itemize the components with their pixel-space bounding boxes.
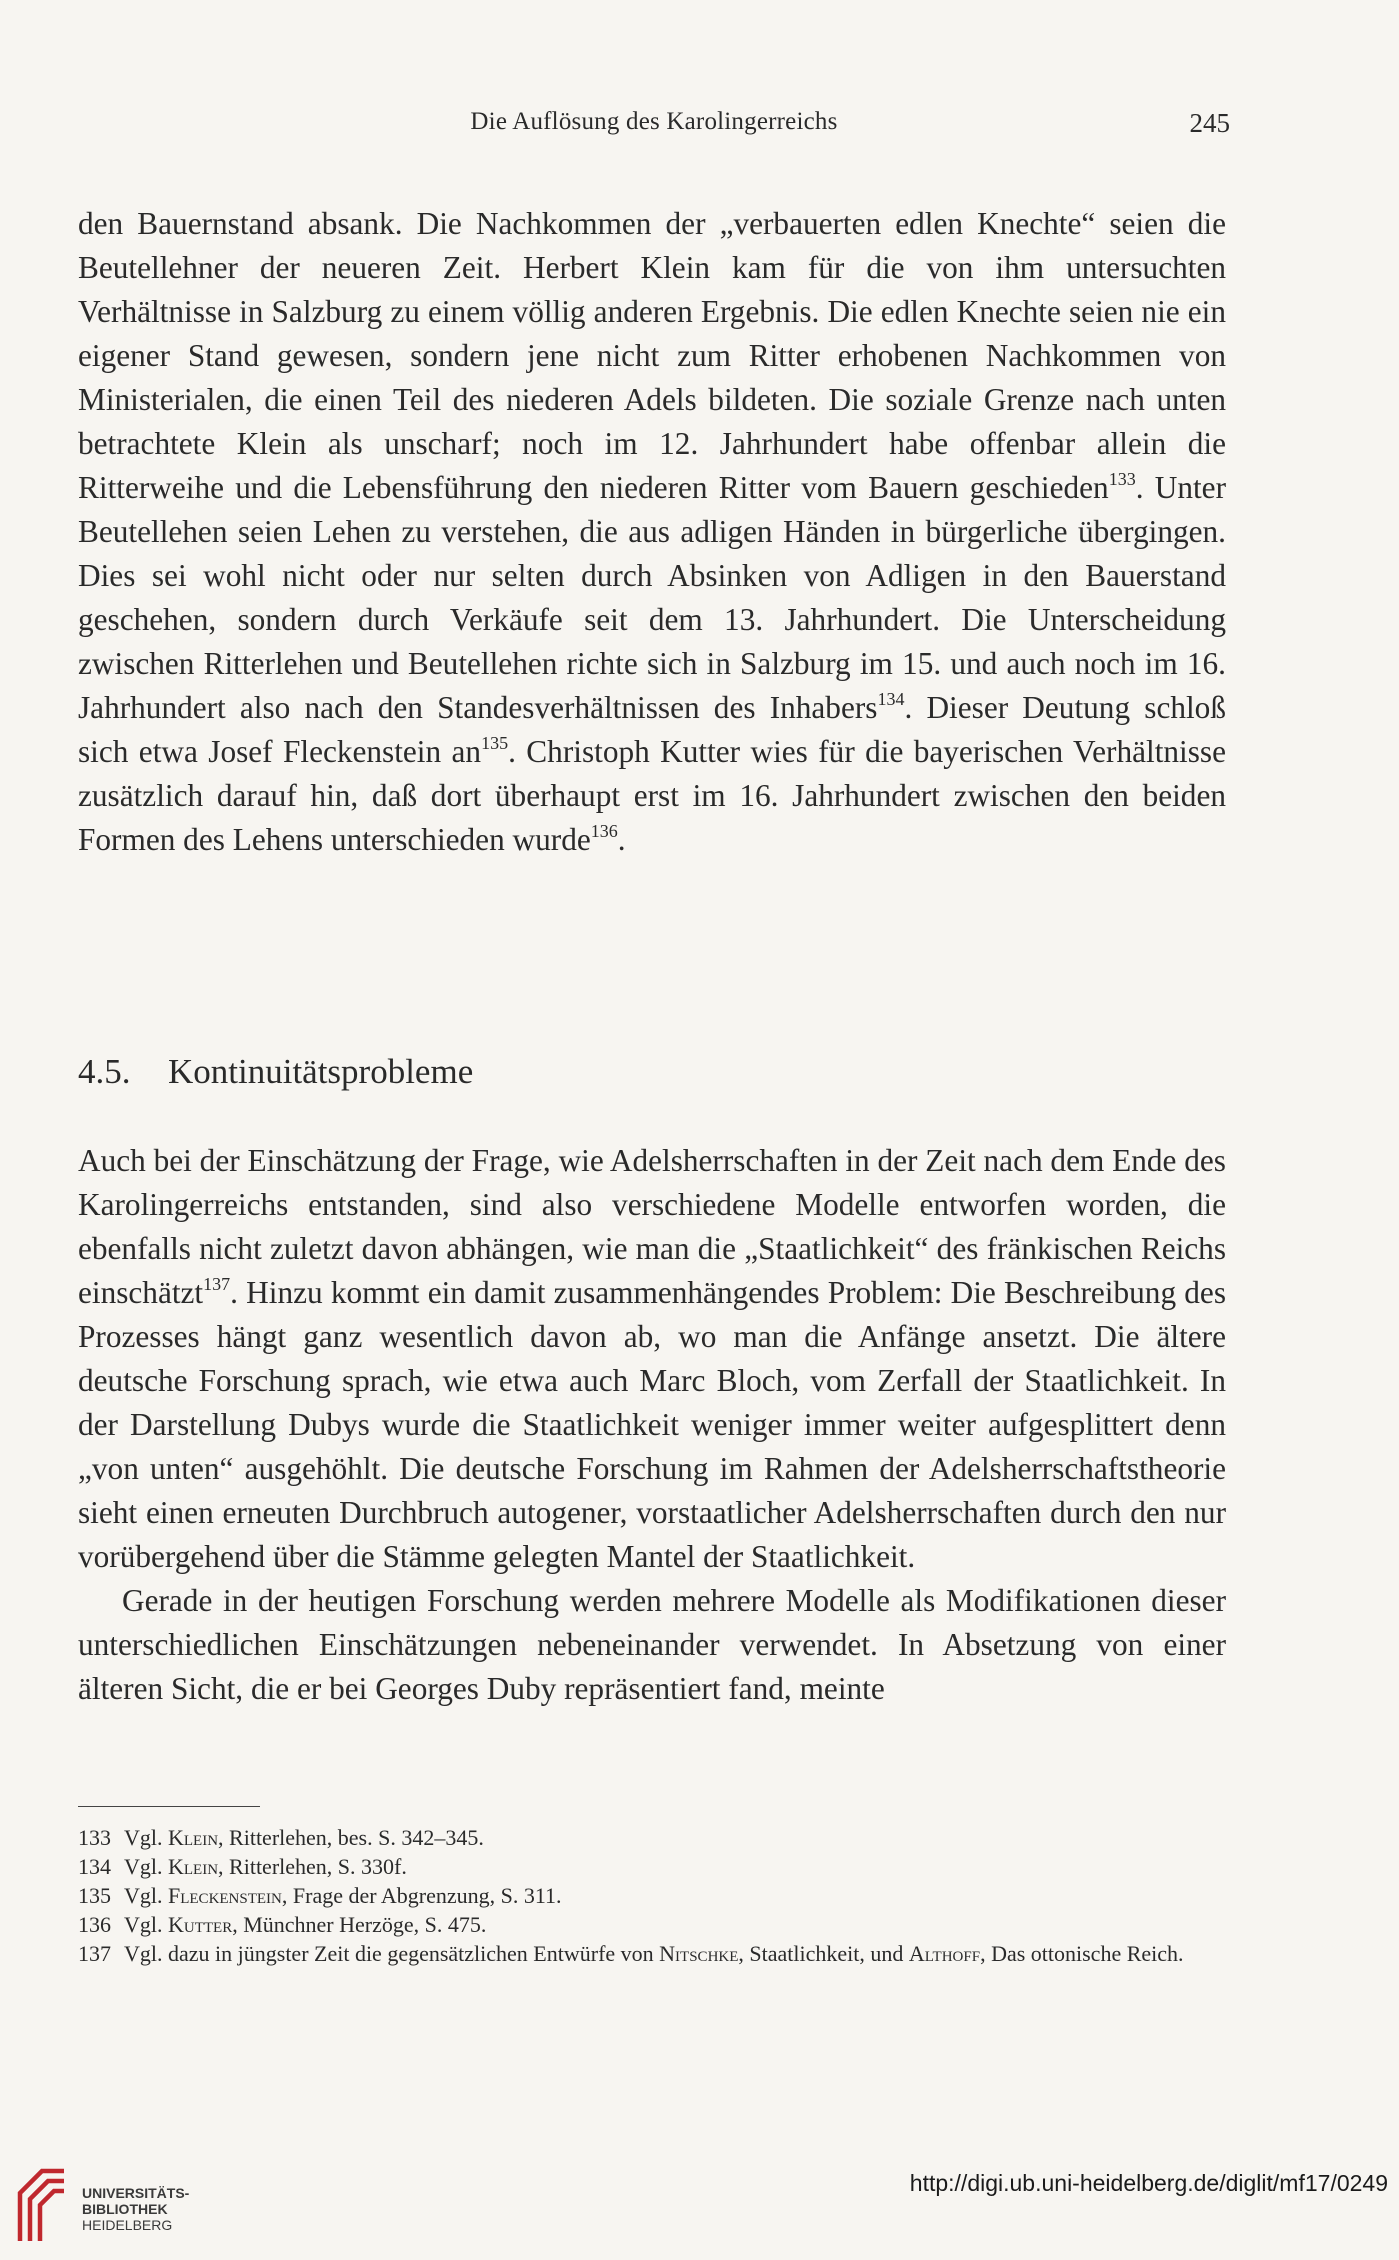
footnote-ref[interactable]: 133 <box>1108 468 1136 489</box>
author-name: Klein <box>168 1825 219 1850</box>
footnote-number: 135 <box>78 1883 111 1908</box>
author-name: Nitschke <box>659 1941 739 1966</box>
author-name: Klein <box>168 1854 219 1879</box>
body-text-section <box>78 1139 1226 1711</box>
footnote-number: 137 <box>78 1941 111 1966</box>
footnote <box>78 1939 1244 1968</box>
library-emblem-icon <box>12 2163 72 2243</box>
footnote <box>78 1881 1244 1910</box>
source-url[interactable]: http://digi.ub.uni-heidelberg.de/diglit/mf17/0249 <box>909 2170 1388 2196</box>
footnote-text: Vgl. Klein, Ritterlehen, bes. S. 342–345. <box>124 1825 484 1850</box>
section-number: 4.5. <box>78 1052 131 1091</box>
page-number: 245 <box>1189 108 1230 138</box>
footnote-ref[interactable]: 137 <box>203 1273 231 1294</box>
text-run: Auch bei der Einschätzung der Frage, wie Adelsherrschaften in der Zeit nach dem Ende des Karolingerreichs entstanden, sind also verschiedene Modelle entworfen worden, die ebenfalls nicht zuletzt davon abhängen, wie man die „Staatlichkeit“ des fränkischen Reichs einschätzt <box>78 1143 1226 1310</box>
footnote-number: 134 <box>78 1854 111 1879</box>
author-name: Althoff <box>908 1941 981 1966</box>
footnote-number: 136 <box>78 1912 111 1937</box>
author-name: Kutter <box>168 1912 233 1937</box>
footnote-divider <box>78 1806 260 1807</box>
author-name: Fleckenstein <box>168 1883 282 1908</box>
footnote-ref[interactable]: 134 <box>877 688 905 709</box>
text-run: . Christoph Kutter wies für die bayerischen Verhältnisse zusätzlich darauf hin, daß dort überhaupt erst im 16. Jahrhundert zwischen den beiden Formen des Lehens unterschieden wurde <box>78 734 1226 857</box>
footnote <box>78 1910 1244 1939</box>
body-text-top <box>78 202 1226 862</box>
text-run: . Hinzu kommt ein damit zusammenhängendes Problem: Die Beschreibung des Prozesses hängt ganz wesentlich davon ab, wo man die Anfänge ansetzt. Die ältere deutsche Forschung sprach, wie etwa auch Marc Bloch, vom Zerfall der Staatlichkeit. In der Darstellung Dubys wurde die Staatlichkeit weniger immer weiter aufgesplittert denn „von unten“ ausgehöhlt. Die deutsche Forschung im Rahmen der Adelsherrschaftstheorie sieht einen erneuten Durchbruch autogener, vorstaatlicher Adelsherrschaften durch den nur vorübergehend über die Stämme gelegten Mantel der Staatlichkeit. <box>78 1275 1226 1574</box>
footnote-text: Vgl. dazu in jüngster Zeit die gegensätzlichen Entwürfe von Nitschke, Staatlichkeit, und Althoff, Das ottonische Reich. <box>124 1941 1184 1966</box>
text-run: . Unter Beutellehen seien Lehen zu verstehen, die aus adligen Händen in bürgerliche übergingen. Dies sei wohl nicht oder nur selten durch Absinken von Adligen in den Bauerstand geschehen, sondern durch Verkäufe seit dem 13. Jahrhundert. Die Unterscheidung zwischen Ritterlehen und Beutellehen richte sich in Salzburg im 15. und auch noch im 16. Jahrhundert also nach den Standesverhältnissen des Inhabers <box>78 470 1226 725</box>
footnote-text: Vgl. Klein, Ritterlehen, S. 330f. <box>124 1854 407 1879</box>
text-run: . <box>617 822 626 857</box>
footnote-ref[interactable]: 136 <box>590 820 618 841</box>
footnote-ref[interactable]: 135 <box>481 732 509 753</box>
library-name: UNIVERSITÄTS- BIBLIOTHEK HEIDELBERG <box>82 2185 190 2233</box>
footnote-text: Vgl. Kutter, Münchner Herzöge, S. 475. <box>124 1912 487 1937</box>
running-title: Die Auflösung des Karolingerreichs <box>470 108 838 135</box>
paragraph: Gerade in der heutigen Forschung werden mehrere Modelle als Modifikationen dieser unterschiedlichen Einschätzungen nebeneinander verwendet. In Absetzung von einer älteren Sicht, die er bei Georges Duby repräsentiert fand, meinte <box>78 1583 1226 1706</box>
footnote <box>78 1852 1244 1881</box>
paragraph <box>78 1139 1226 1579</box>
footnote-number: 133 <box>78 1825 111 1850</box>
section-heading <box>78 1052 473 1092</box>
paragraph <box>78 202 1226 862</box>
footnote <box>78 1823 1244 1852</box>
section-title: Kontinuitätsprobleme <box>168 1052 474 1091</box>
text-run: den Bauernstand absank. Die Nachkommen der „verbauerten edlen Knechte“ seien die Beutellehner der neueren Zeit. Herbert Klein kam für die von ihm untersuchten Verhältnisse in Salzburg zu einem völlig anderen Ergebnis. Die edlen Knechte seien nie ein eigener Stand gewesen, sondern jene nicht zum Ritter erhobenen Nachkommen von Ministerialen, die einen Teil des niederen Adels bildeten. Die soziale Grenze nach unten betrachtete Klein als unscharf; noch im 12. Jahrhundert habe offenbar allein die Ritterweihe und die Lebensführung den niederen Ritter vom Bauern geschieden <box>78 206 1226 505</box>
footnotes <box>78 1823 1244 1968</box>
text-run: . Dieser Deutung schloß sich etwa Josef Fleckenstein an <box>78 690 1226 769</box>
library-logo[interactable] <box>12 2163 212 2248</box>
footnote-text: Vgl. Fleckenstein, Frage der Abgrenzung, S. 311. <box>124 1883 562 1908</box>
